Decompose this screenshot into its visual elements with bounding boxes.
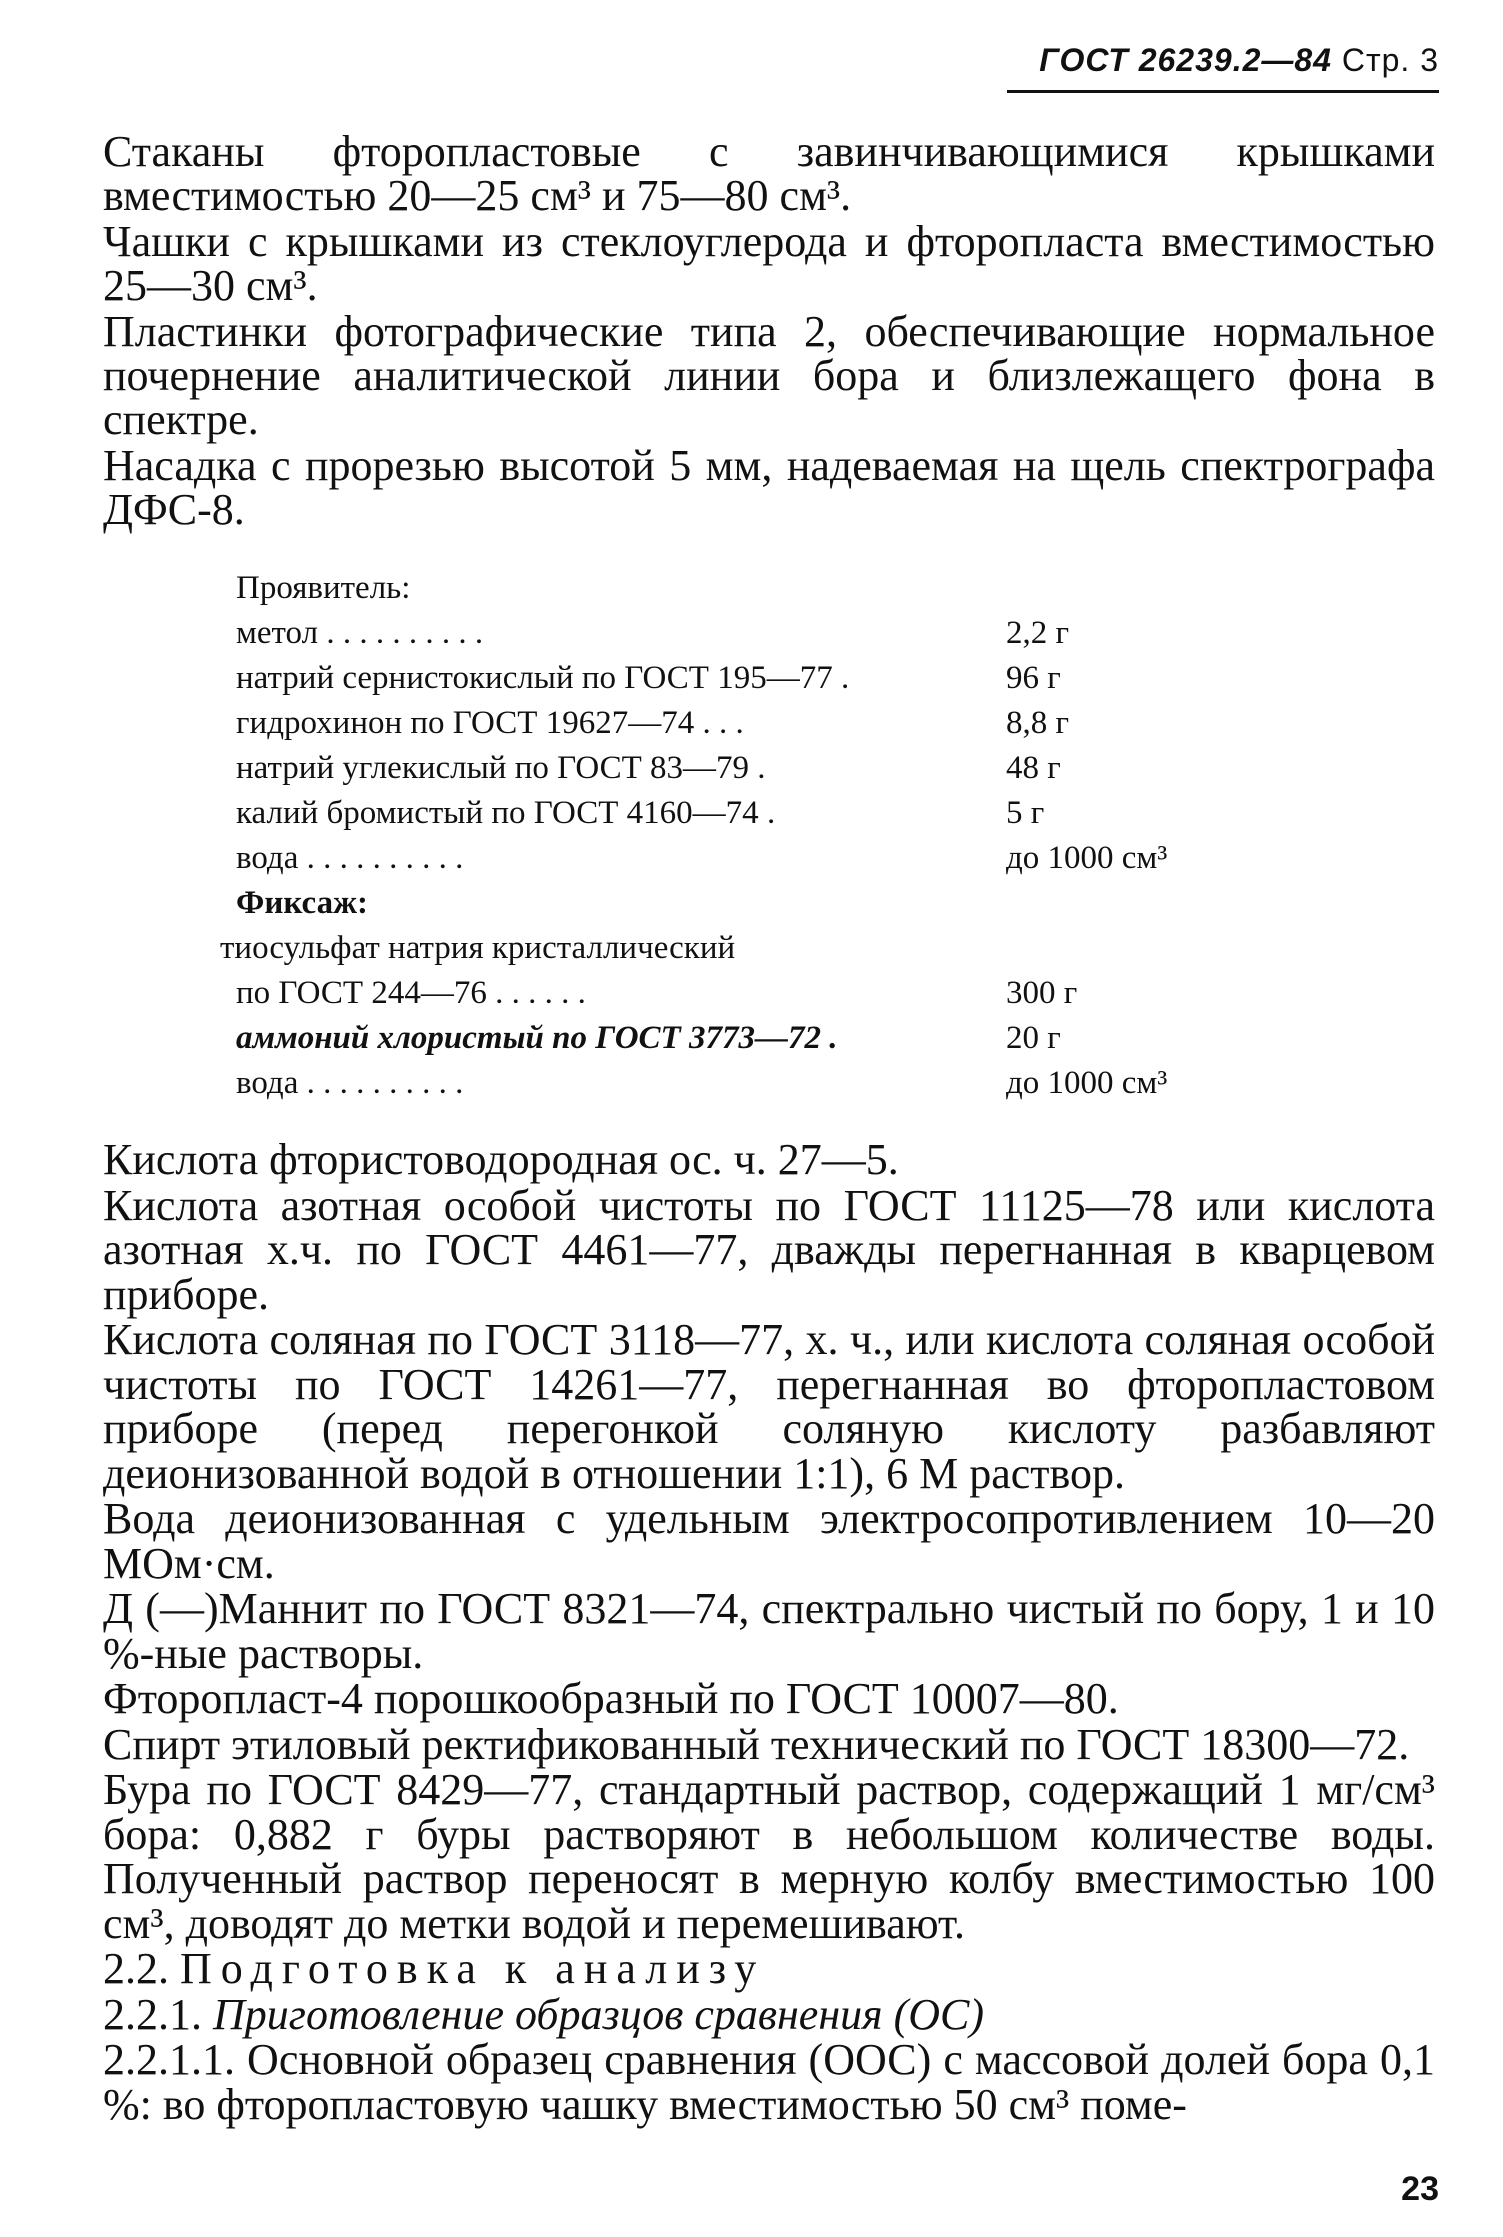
- ingredient-name: натрий сернистокислый по ГОСТ 195—77 .: [236, 660, 850, 696]
- paragraph: Бура по ГОСТ 8429—77, стандартный раствор, содержащий 1 мг/см³ бора: 0,882 г буры растворяют в небольшом количестве воды. Полученный раствор переносят в мерную колбу вместимостью 100 см³, доводят до метки водой и перемешивают.: [103, 1765, 1435, 1948]
- ingredient-name: вода . . . . . . . . . .: [236, 840, 464, 876]
- developer-heading: Проявитель:: [236, 570, 411, 606]
- recipe-row: [236, 1016, 1236, 1061]
- page-header: [1009, 42, 1439, 79]
- header-rule: [1007, 90, 1439, 93]
- fixer-line: тиосульфат натрия кристаллический: [220, 930, 736, 966]
- paragraph: Д (—)Маннит по ГОСТ 8321—74, спектрально чистый по бору, 1 и 10 %-ные растворы.: [103, 1584, 1435, 1678]
- paragraph: Кислота азотная особой чистоты по ГОСТ 11125—78 или кислота азотная х.ч. по ГОСТ 4461—77, дважды перегнанная в кварцевом приборе.: [103, 1180, 1435, 1319]
- section-number: 2.2.1.: [103, 1989, 202, 2039]
- ingredient-name: метол . . . . . . . . . .: [236, 615, 484, 651]
- ingredient-amount: 300 г: [1006, 975, 1078, 1011]
- page-number: 23: [1401, 2170, 1439, 2208]
- ingredient-name: вода . . . . . . . . . .: [236, 1065, 464, 1101]
- section-heading-2-2: [103, 1944, 1435, 1993]
- ingredient-amount: 2,2 г: [1006, 615, 1070, 651]
- reagents-section: [103, 1135, 1435, 2129]
- ingredient-name: гидрохинон по ГОСТ 19627—74 . . .: [236, 705, 744, 741]
- paragraph: Фторопласт-4 порошкообразный по ГОСТ 10007—80.: [103, 1674, 1119, 1723]
- fixer-heading: Фиксаж:: [236, 885, 369, 921]
- section-number: 2.2.: [103, 1944, 169, 1993]
- recipe-row: [236, 746, 1236, 791]
- ingredient-amount: до 1000 см³: [1006, 1065, 1168, 1101]
- ingredient-name: калий бромистый по ГОСТ 4160—74 .: [236, 795, 776, 831]
- doc-id: ГОСТ 26239.2—84: [1039, 42, 1332, 78]
- paragraph: Кислота соляная по ГОСТ 3118—77, х. ч., или кислота соляная особой чистоты по ГОСТ 14261—77, перегнанная во фторопластовом приборе (перед перегонкой соляную кислоту разбавляют деионизованной водой в отношении 1:1), 6 М раствор.: [103, 1315, 1435, 1498]
- section-title: Приготовление образцов сравнения (ОС): [213, 1989, 985, 2039]
- recipe-row: [236, 836, 1236, 881]
- section-title: Подготовка к анализу: [180, 1944, 766, 1993]
- recipe-row: [236, 791, 1236, 836]
- section-heading-2-2-1: [103, 1989, 1435, 2039]
- ingredient-name: натрий углекислый по ГОСТ 83—79 .: [236, 750, 766, 786]
- recipe-row: [236, 971, 1236, 1016]
- ingredient-name: аммоний хлористый по ГОСТ 3773—72 .: [236, 1020, 838, 1056]
- ingredient-amount: до 1000 см³: [1006, 840, 1168, 876]
- paragraph: Спирт этиловый ректификованный технический по ГОСТ 18300—72.: [103, 1719, 1410, 1769]
- ingredient-amount: 48 г: [1006, 750, 1061, 786]
- ingredient-amount: 8,8 г: [1006, 705, 1070, 741]
- recipe-row: [236, 611, 1236, 656]
- paragraph: Кислота фтористоводородная ос. ч. 27—5.: [103, 1135, 899, 1184]
- paragraph: Насадка с прорезью высотой 5 мм, надеваемая на щель спектрографа ДФС-8.: [103, 441, 1435, 534]
- recipe-row: [236, 1061, 1236, 1106]
- ingredient-amount: 96 г: [1006, 660, 1061, 696]
- recipe-row: [236, 701, 1236, 746]
- ingredient-amount: 5 г: [1006, 795, 1045, 831]
- paragraph: 2.2.1.1. Основной образец сравнения (ООС) с массовой долей бора 0,1 %: во фторопластовую чашку вместимостью 50 см³ поме-: [103, 2035, 1435, 2129]
- paragraph: Вода деионизованная с удельным электросопротивлением 10—20 МОм·см.: [103, 1494, 1435, 1588]
- intro-section: [103, 127, 1435, 534]
- ingredient-name: по ГОСТ 244—76 . . . . . .: [236, 975, 586, 1011]
- paragraph: Стаканы фторопластовые с завинчивающимися крышками вместимостью 20—25 см³ и 75—80 см³.: [103, 127, 1435, 220]
- recipe-row: [236, 656, 1236, 701]
- paragraph: Чашки с крышками из стеклоуглерода и фторопласта вместимостью 25—30 см³.: [103, 217, 1435, 310]
- recipe-table: [220, 566, 1236, 1106]
- page-label: Стр. 3: [1341, 42, 1439, 78]
- ingredient-amount: 20 г: [1006, 1020, 1061, 1056]
- paragraph: Пластинки фотографические типа 2, обеспечивающие нормальное почернение аналитической линии бора и близлежащего фона в спектре.: [103, 307, 1435, 444]
